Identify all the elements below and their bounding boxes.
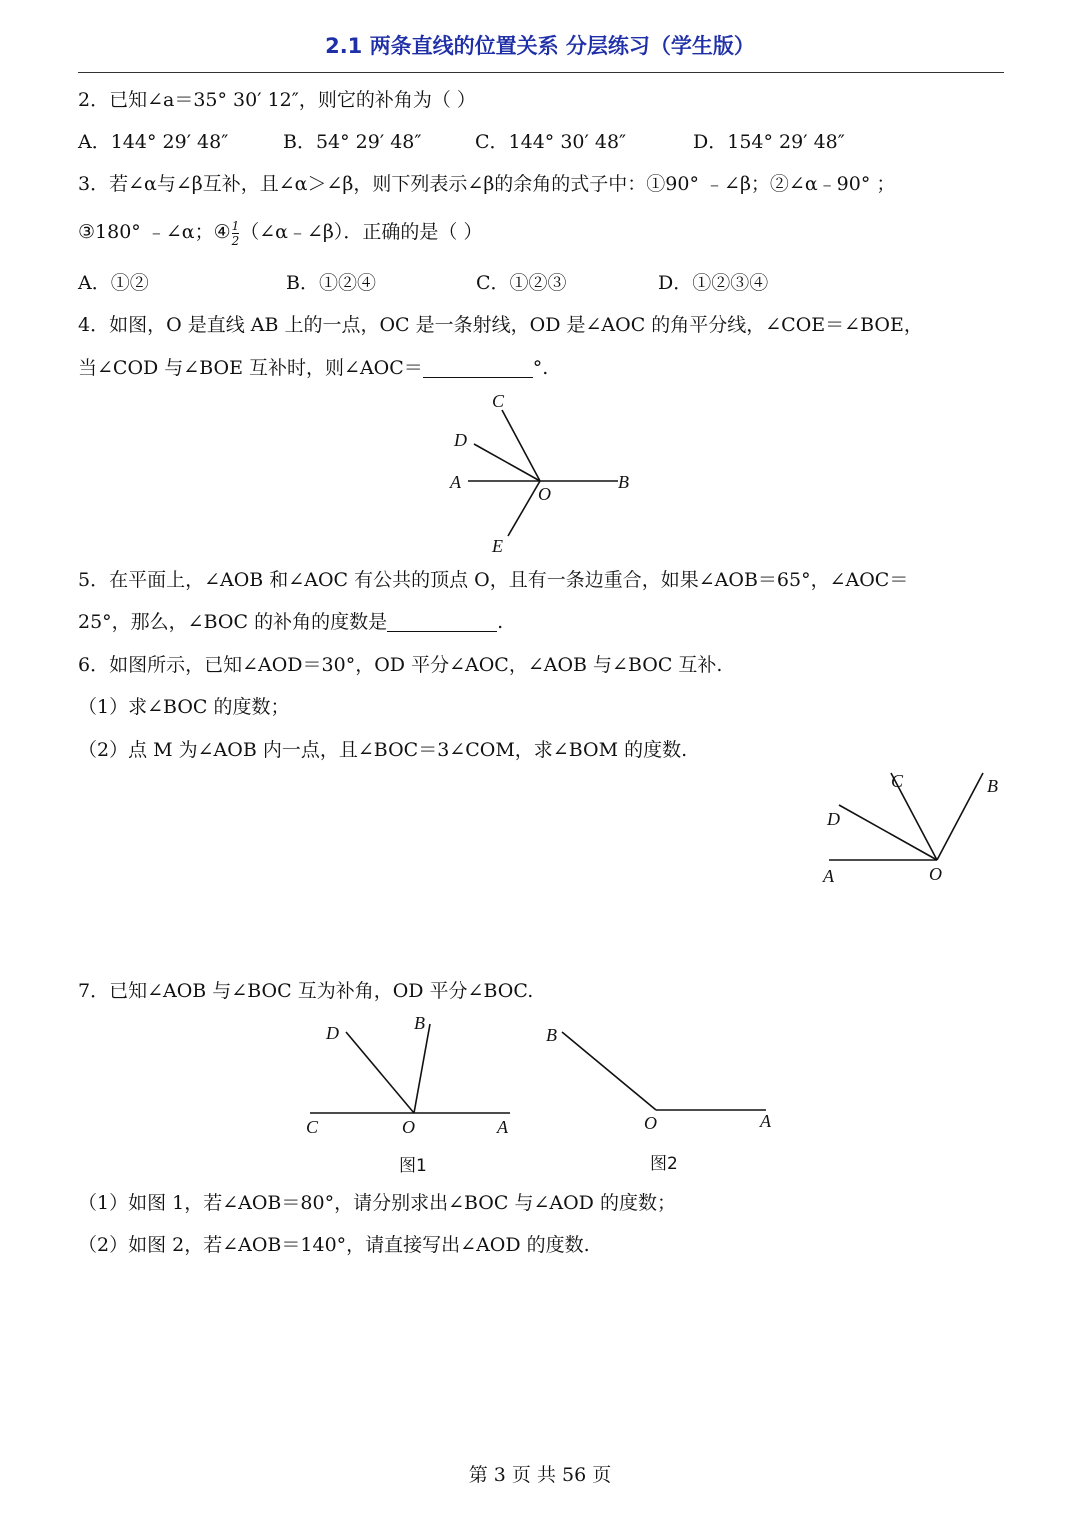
q4-label-a: A bbox=[450, 472, 461, 492]
q7-fig2-caption: 图2 bbox=[650, 1154, 678, 1174]
q2-stem: 2．已知∠a＝35° 30′ 12″，则它的补角为（ ） bbox=[78, 89, 476, 111]
q5-answer-blank bbox=[387, 611, 497, 632]
q4-label-o: O bbox=[538, 484, 551, 504]
q4-ray-oe bbox=[508, 481, 540, 536]
q4-figure bbox=[440, 388, 640, 558]
q2-option-d: D．154° 29′ 48″ bbox=[693, 131, 845, 153]
q7-fig1-label-c: C bbox=[306, 1117, 319, 1137]
q4-stem-line2-b: °. bbox=[532, 357, 549, 379]
q7-stem: 7．已知∠AOB 与∠BOC 互为补角，OD 平分∠BOC. bbox=[78, 980, 534, 1002]
q7-fig1-caption: 图1 bbox=[399, 1156, 427, 1176]
q4-label-c: C bbox=[492, 391, 505, 411]
q6-subquestion-1: （1）求∠BOC 的度数； bbox=[78, 696, 290, 718]
q4-answer-blank bbox=[423, 357, 533, 378]
q5-stem-line2-b: . bbox=[497, 611, 504, 633]
q3-fraction bbox=[232, 219, 240, 248]
header-rule bbox=[78, 72, 1004, 73]
q3-option-a: A．①② bbox=[78, 272, 149, 294]
q6-stem: 6．如图所示，已知∠AOD＝30°，OD 平分∠AOC，∠AOB 与∠BOC 互补. bbox=[78, 654, 723, 676]
q7-fig1-ray-od bbox=[346, 1032, 414, 1113]
q2-option-c: C．144° 30′ 48″ bbox=[475, 131, 627, 153]
q6-subquestion-2: （2）点 M 为∠AOB 内一点，且∠BOC＝3∠COM，求∠BOM 的度数. bbox=[78, 739, 688, 761]
q3-fraction-numerator: 1 bbox=[231, 218, 240, 233]
q6-ray-ob bbox=[937, 773, 983, 860]
q7-fig1-label-a: A bbox=[497, 1117, 508, 1137]
q6-figure bbox=[815, 765, 1015, 895]
q3-fraction-denominator: 2 bbox=[231, 233, 240, 248]
q7-fig2-label-b: B bbox=[546, 1025, 557, 1045]
q5-stem-line1: 5．在平面上，∠AOB 和∠AOC 有公共的顶点 O，且有一条边重合，如果∠AOB＝65°，∠AOC＝ bbox=[78, 569, 909, 591]
q3-option-c: C．①②③ bbox=[476, 272, 567, 294]
q7-figure-2 bbox=[538, 1008, 788, 1183]
q4-stem-line2 bbox=[78, 354, 548, 382]
q2-option-a: A．144° 29′ 48″ bbox=[78, 131, 229, 153]
q4-label-b: B bbox=[618, 472, 629, 492]
q3-option-d: D．①②③④ bbox=[658, 272, 769, 294]
q4-stem-line2-a: 当∠COD 与∠BOE 互补时，则∠AOC＝ bbox=[78, 357, 423, 379]
q7-fig2-ray-ob bbox=[562, 1032, 656, 1110]
q7-fig1-label-o: O bbox=[402, 1117, 415, 1137]
q3-stem-line2 bbox=[78, 218, 482, 248]
q2-options bbox=[78, 128, 845, 156]
q3-option-b: B．①②④ bbox=[286, 272, 376, 294]
q4-label-d: D bbox=[454, 430, 467, 450]
q6-label-b: B bbox=[987, 776, 998, 796]
q3-stem-line1: 3．若∠α与∠β互补，且∠α＞∠β，则下列表示∠β的余角的式子中：①90° ﹣∠β；②∠α﹣90° ； bbox=[78, 173, 896, 195]
q6-label-o: O bbox=[929, 864, 942, 884]
q7-fig2-label-o: O bbox=[644, 1113, 657, 1133]
q7-subquestion-2: （2）如图 2，若∠AOB＝140°，请直接写出∠AOD 的度数. bbox=[78, 1234, 590, 1256]
q7-fig1-ray-ob bbox=[414, 1024, 430, 1113]
q7-fig1-label-d: D bbox=[326, 1023, 339, 1043]
q6-label-a: A bbox=[823, 866, 834, 886]
page-header-title: 2.1 两条直线的位置关系 分层练习（学生版） bbox=[325, 34, 755, 58]
q6-label-c: C bbox=[891, 771, 904, 791]
q5-stem-line2-a: 25°，那么，∠BOC 的补角的度数是 bbox=[78, 611, 388, 633]
q7-subquestion-1: （1）如图 1，若∠AOB＝80°，请分别求出∠BOC 与∠AOD 的度数； bbox=[78, 1192, 676, 1214]
q4-stem-line1: 4．如图，O 是直线 AB 上的一点，OC 是一条射线，OD 是∠AOC 的角平分线，∠COE＝∠BOE， bbox=[78, 314, 923, 336]
q7-figure-1 bbox=[296, 1008, 536, 1183]
q7-fig2-label-a: A bbox=[760, 1111, 771, 1131]
q6-label-d: D bbox=[827, 809, 840, 829]
q3-stem-line2-b: （∠α﹣∠β）．正确的是（ ） bbox=[240, 221, 483, 243]
page-number-footer: 第 3 页 共 56 页 bbox=[468, 1464, 612, 1486]
q3-stem-line2-a: ③180° ﹣∠α；④ bbox=[78, 221, 231, 243]
q7-fig1-label-b: B bbox=[414, 1013, 425, 1033]
q3-options bbox=[78, 269, 768, 297]
q5-stem-line2 bbox=[78, 608, 503, 636]
q4-label-e: E bbox=[492, 536, 503, 556]
q2-option-b: B．54° 29′ 48″ bbox=[283, 131, 422, 153]
